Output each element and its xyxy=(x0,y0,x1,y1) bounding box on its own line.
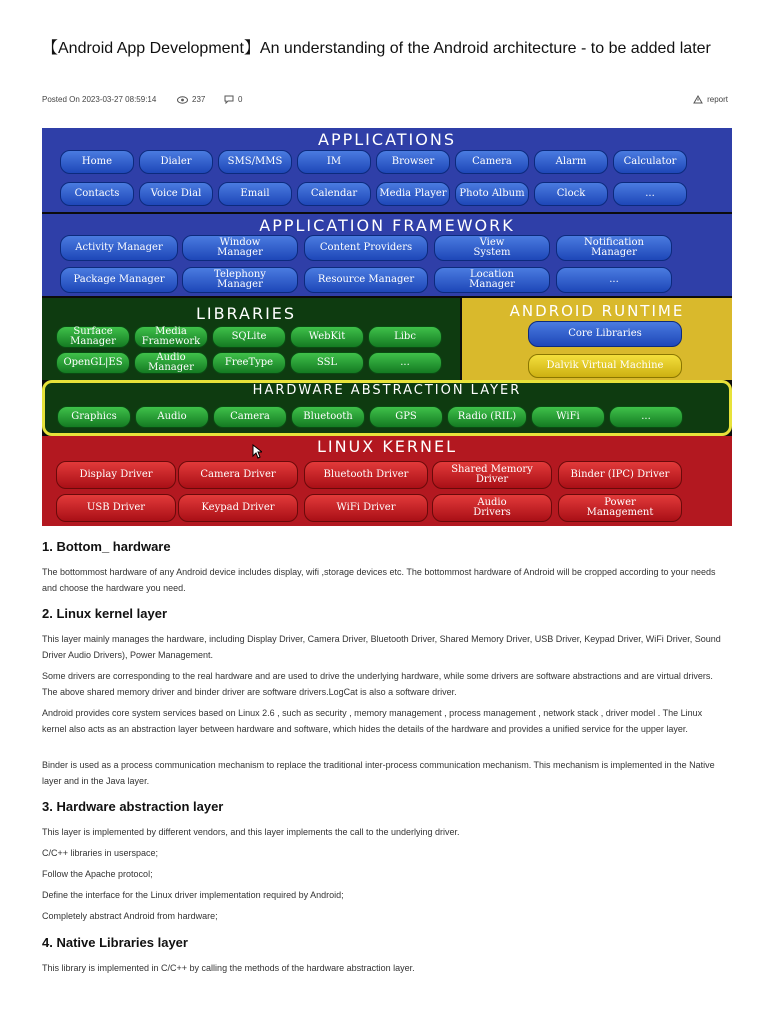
applications-layer xyxy=(42,128,732,212)
app-alarm: Alarm xyxy=(534,150,608,174)
report-label: report xyxy=(707,95,728,104)
android-architecture-diagram xyxy=(42,128,732,526)
app-dialer: Dialer xyxy=(139,150,213,174)
lib-opengl-es: OpenGL|ES xyxy=(56,352,130,374)
app-voice-dial: Voice Dial xyxy=(139,182,213,206)
lib-audio-manager: Audio Manager xyxy=(134,352,208,374)
hal-title: HARDWARE ABSTRACTION LAYER xyxy=(252,383,522,398)
app-calendar: Calendar xyxy=(297,182,371,206)
lib-media-framework: Media Framework xyxy=(134,326,208,348)
eye-icon xyxy=(177,96,188,104)
comment-count-value: 0 xyxy=(238,95,243,104)
fw-content-providers: Content Providers xyxy=(304,235,428,261)
paragraph: This layer mainly manages the hardware, including Display Driver, Camera Driver, Bluetooth Driver, Shared Memory Driver, USB Driver, Keypad Driver, WiFi Driver, Sound Driver Audio Drivers), Power Management. xyxy=(42,634,721,660)
runtime-layer xyxy=(462,298,732,380)
hal-bluetooth: Bluetooth xyxy=(291,406,365,428)
hal-camera: Camera xyxy=(213,406,287,428)
fw-package-manager: Package Manager xyxy=(60,267,178,293)
kernel-usb-driver: USB Driver xyxy=(56,494,176,522)
lib-more: ... xyxy=(368,352,442,374)
section-heading-hal: 3. Hardware abstraction layer xyxy=(42,799,224,814)
section-heading-native-libraries: 4. Native Libraries layer xyxy=(42,935,188,950)
paragraph: Some drivers are corresponding to the real hardware and are used to drive the underlying hardware, while some drivers are software abstractions and are virtual drivers. The above shared memory driver and binder driver are software drivers.LogCat is also a software driver. xyxy=(42,671,713,697)
app-photo-album: Photo Album xyxy=(455,182,529,206)
posted-date: Posted On 2023-03-27 08:59:14 xyxy=(42,95,157,104)
article-meta xyxy=(42,95,728,107)
fw-view-system: View System xyxy=(434,235,550,261)
kernel-shared-memory-driver: Shared Memory Driver xyxy=(432,461,552,489)
paragraph: This library is implemented in C/C++ by calling the methods of the hardware abstraction layer. xyxy=(42,963,415,973)
app-media-player: Media Player xyxy=(376,182,450,206)
app-contacts: Contacts xyxy=(60,182,134,206)
warning-icon xyxy=(693,95,703,104)
paragraph: The bottommost hardware of any Android device includes display, wifi ,storage devices etc. The bottommost hardware of Android will be cropped according to your needs and choose the hardware you need. xyxy=(42,567,716,593)
app-sms-mms: SMS/MMS xyxy=(218,150,292,174)
app-email: Email xyxy=(218,182,292,206)
view-count xyxy=(177,95,205,104)
hal-audio: Audio xyxy=(135,406,209,428)
mouse-cursor-icon xyxy=(252,444,262,460)
hal-more: ... xyxy=(609,406,683,428)
runtime-core-libraries: Core Libraries xyxy=(528,321,682,347)
kernel-display-driver: Display Driver xyxy=(56,461,176,489)
kernel-camera-driver: Camera Driver xyxy=(178,461,298,489)
app-more: ... xyxy=(613,182,687,206)
section-heading-hardware: 1. Bottom_ hardware xyxy=(42,539,171,554)
fw-telephony-manager: Telephony Manager xyxy=(182,267,298,293)
fw-activity-manager: Activity Manager xyxy=(60,235,178,261)
comment-icon xyxy=(224,95,234,104)
lib-ssl: SSL xyxy=(290,352,364,374)
framework-title: APPLICATION FRAMEWORK xyxy=(259,216,515,235)
fw-resource-manager: Resource Manager xyxy=(304,267,428,293)
libraries-layer xyxy=(42,298,460,380)
view-count-value: 237 xyxy=(192,95,206,104)
article-title: 【Android App Development】An understanding of the Android architecture - to be added later xyxy=(42,40,711,57)
framework-layer xyxy=(42,214,732,296)
app-browser: Browser xyxy=(376,150,450,174)
hal-graphics: Graphics xyxy=(57,406,131,428)
app-home: Home xyxy=(60,150,134,174)
kernel-layer xyxy=(42,436,732,526)
kernel-keypad-driver: Keypad Driver xyxy=(178,494,298,522)
kernel-audio-drivers: Audio Drivers xyxy=(432,494,552,522)
kernel-wifi-driver: WiFi Driver xyxy=(304,494,428,522)
fw-location-manager: Location Manager xyxy=(434,267,550,293)
hal-gps: GPS xyxy=(369,406,443,428)
paragraph: Binder is used as a process communication mechanism to replace the traditional inter-process communication mechanism. This mechanism is implemented in the Native layer and in the Java layer. xyxy=(42,760,715,786)
lib-sqlite: SQLite xyxy=(212,326,286,348)
kernel-power-management: Power Management xyxy=(558,494,682,522)
report-link[interactable] xyxy=(693,95,728,104)
paragraph: Android provides core system services based on Linux 2.6 , such as security , memory management , process management , network stack , driver model . The Linux kernel also acts as an abstraction layer between hardware and software, which hides the details of the hardware and provides a unified service for the upper layer. xyxy=(42,708,703,734)
section-heading-kernel: 2. Linux kernel layer xyxy=(42,606,168,621)
lib-webkit: WebKit xyxy=(290,326,364,348)
paragraph: Define the interface for the Linux driver implementation required by Android; xyxy=(42,890,344,900)
paragraph: Completely abstract Android from hardware; xyxy=(42,911,218,921)
kernel-binder-driver: Binder (IPC) Driver xyxy=(558,461,682,489)
comment-count[interactable] xyxy=(224,95,242,104)
hal-wifi: WiFi xyxy=(531,406,605,428)
paragraph: C/C++ libraries in userspace; xyxy=(42,848,159,858)
applications-title: APPLICATIONS xyxy=(318,130,456,149)
hal-radio-ril: Radio (RIL) xyxy=(447,406,527,428)
app-camera: Camera xyxy=(455,150,529,174)
runtime-dalvik-vm: Dalvik Virtual Machine xyxy=(528,354,682,378)
fw-notification-manager: Notification Manager xyxy=(556,235,672,261)
lib-freetype: FreeType xyxy=(212,352,286,374)
lib-libc: Libc xyxy=(368,326,442,348)
kernel-bluetooth-driver: Bluetooth Driver xyxy=(304,461,428,489)
app-clock: Clock xyxy=(534,182,608,206)
runtime-title: ANDROID RUNTIME xyxy=(509,302,685,320)
libraries-title: LIBRARIES xyxy=(195,304,297,323)
lib-surface-manager: Surface Manager xyxy=(56,326,130,348)
paragraph: This layer is implemented by different vendors, and this layer implements the call to the underlying driver. xyxy=(42,827,460,837)
hal-layer xyxy=(42,380,732,436)
paragraph: Follow the Apache protocol; xyxy=(42,869,153,879)
fw-window-manager: Window Manager xyxy=(182,235,298,261)
app-calculator: Calculator xyxy=(613,150,687,174)
kernel-title: LINUX KERNEL xyxy=(316,437,458,456)
fw-more: ... xyxy=(556,267,672,293)
app-im: IM xyxy=(297,150,371,174)
